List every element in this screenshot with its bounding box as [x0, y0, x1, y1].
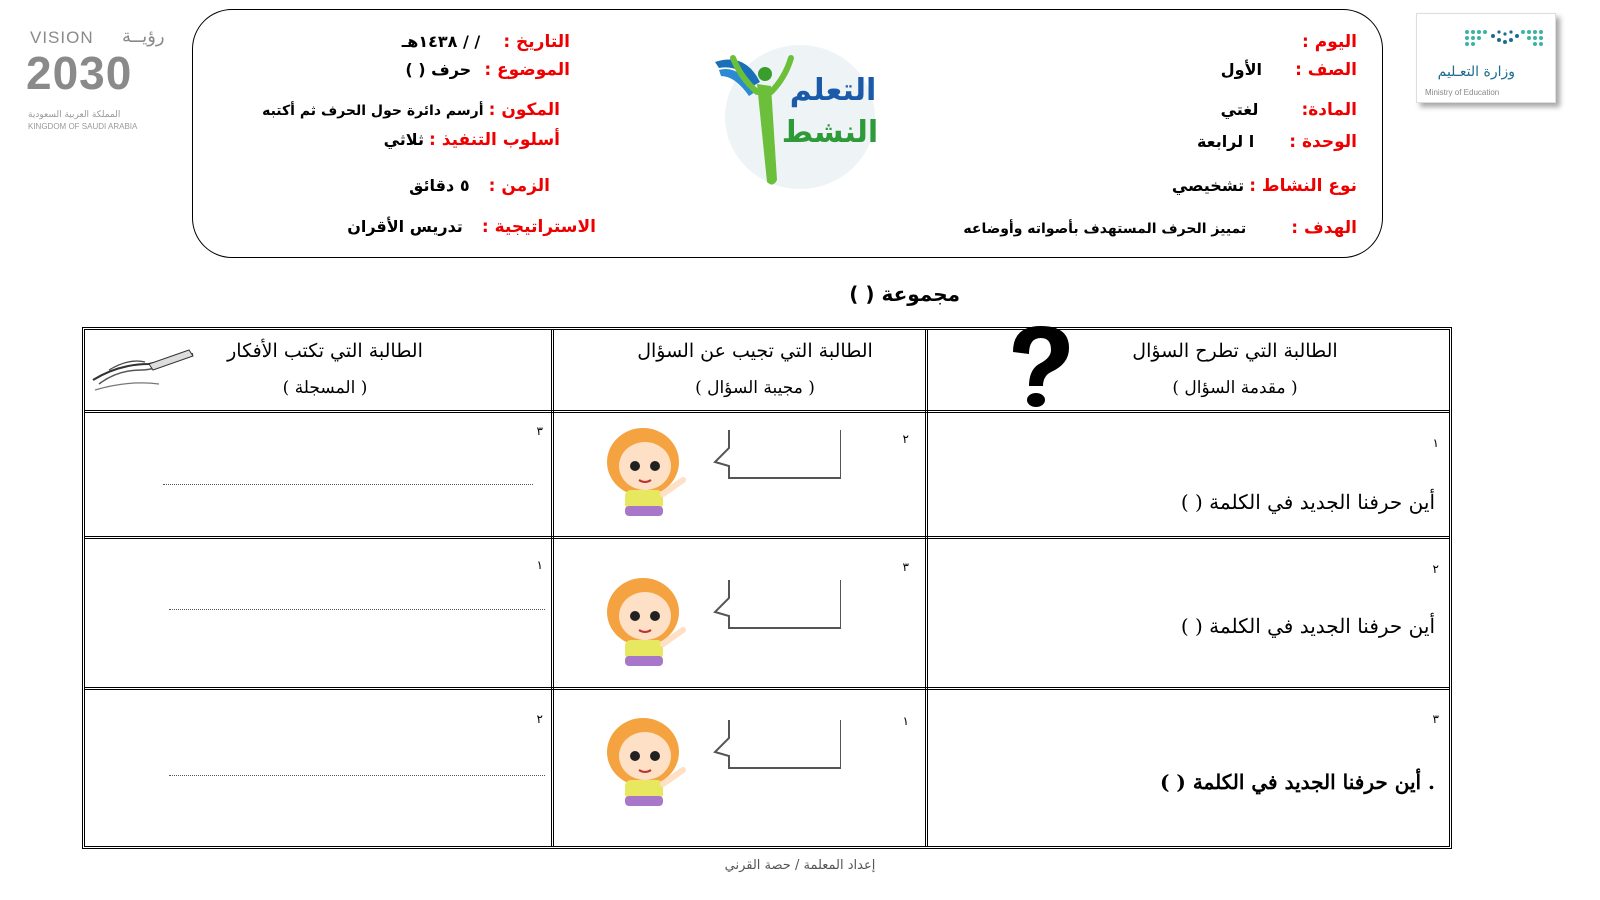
activity-row [1172, 176, 1357, 196]
active-learning-logo [705, 42, 880, 192]
unit-row [1197, 132, 1357, 152]
row-3-answer-number: ١ [902, 714, 909, 728]
component-row [262, 100, 560, 120]
date-value: / / ١٤٣٨هـ [401, 32, 481, 51]
activity-label: نوع النشاط : [1249, 176, 1357, 196]
goal-row [963, 218, 1357, 238]
row-1-question-number: ١ [1432, 436, 1439, 450]
ministry-dots-icon [1463, 28, 1549, 50]
row-2-answer-number: ٣ [902, 560, 909, 574]
ministry-english: Ministry of Education [1425, 88, 1500, 97]
grade-row [1221, 60, 1357, 80]
row-2-question-number: ٢ [1432, 562, 1439, 576]
header-answerer-title: الطالبة التي تجيب عن السؤال [637, 340, 873, 362]
unit-value: ا لرابعة [1196, 132, 1255, 151]
component-label: المكون : [488, 100, 560, 120]
component-value: أرسم دائرة حول الحرف ثم أكتبه [262, 103, 484, 119]
header-questioner-title: الطالبة التي تطرح السؤال [1132, 340, 1338, 362]
goal-value: تمييز الحرف المستهدف بأصواته وأوضاعه [963, 221, 1247, 237]
vision-2030-logo [26, 26, 166, 131]
row-3-girl-speech-icon [591, 710, 841, 810]
row-1-answer-number: ٢ [902, 432, 909, 446]
strategy-value: تدريس الأقران [347, 217, 463, 236]
strategy-row [347, 217, 596, 237]
row-3-record-number: ٢ [536, 712, 543, 726]
day-label: اليوم : [1302, 32, 1357, 52]
subject-value: لغتي [1220, 100, 1259, 119]
row-divider [85, 687, 1449, 690]
subject-label: المادة: [1301, 100, 1357, 120]
row-1-record-line [163, 484, 533, 485]
vision-word: VISION [30, 28, 94, 47]
row-3-record-line [169, 775, 545, 776]
header-questioner-role: ( مقدمة السؤال ) [1172, 378, 1298, 398]
row-1-question: أين حرفنا الجديد في الكلمة ( ) [1180, 490, 1435, 514]
row-2-question: أين حرفنا الجديد في الكلمة ( ) [1180, 614, 1435, 638]
topic-value: حرف ( ) [405, 60, 472, 79]
writing-hand-icon [89, 340, 199, 396]
vision-year: 2030 [26, 47, 133, 99]
row-3-question-number: ٣ [1432, 712, 1439, 726]
grade-value: الأول [1220, 60, 1262, 79]
peer-teaching-table [82, 327, 1452, 849]
header-recorder-role: ( المسجلة ) [282, 378, 368, 398]
grade-label: الصف : [1295, 60, 1357, 80]
strategy-label: الاستراتيجية : [481, 217, 596, 237]
question-mark-icon [1005, 324, 1075, 410]
method-value: ثلاثي [383, 130, 424, 149]
date-row [402, 32, 570, 52]
column-divider [925, 330, 928, 846]
row-divider [85, 536, 1449, 539]
method-row [384, 130, 560, 150]
group-title: مجموعة ( ) [849, 282, 960, 306]
center-logo-text: التعلم [789, 73, 877, 108]
row-2-girl-speech-icon [591, 570, 841, 670]
row-divider [85, 410, 1449, 413]
row-3-question: . أين حرفنا الجديد في الكلمة ( ) [1159, 770, 1435, 794]
vision-sub-en: KINGDOM OF SAUDI ARABIA [28, 122, 138, 131]
time-label: الزمن : [488, 176, 550, 196]
svg-text:النشط: النشط [781, 115, 879, 150]
vision-arabic: رؤيــة [122, 26, 165, 47]
unit-label: الوحدة : [1289, 132, 1357, 152]
topic-row [405, 60, 570, 80]
topic-label: الموضوع : [484, 60, 570, 80]
footer-credit: إعداد المعلمة / حصة القرني [724, 858, 876, 873]
subject-row [1221, 100, 1357, 120]
header-recorder-title: الطالبة التي تكتب الأفكار [227, 340, 423, 362]
column-divider [551, 330, 554, 846]
date-label: التاريخ : [503, 32, 570, 52]
method-label: أسلوب التنفيذ : [429, 130, 560, 150]
goal-label: الهدف : [1291, 218, 1357, 238]
row-1-record-number: ٣ [536, 424, 543, 438]
time-row [409, 176, 550, 196]
row-2-record-number: ١ [536, 558, 543, 572]
vision-sub-ar: المملكة العربية السعودية [28, 110, 121, 120]
time-value: ٥ دقائق [409, 176, 470, 195]
activity-value: تشخيصي [1171, 176, 1245, 195]
ministry-arabic: وزارة التعـليم [1437, 64, 1515, 80]
row-2-record-line [169, 609, 545, 610]
row-1-girl-speech-icon [591, 420, 841, 520]
ministry-logo [1416, 13, 1556, 103]
day-row [1302, 32, 1357, 52]
header-answerer-role: ( مجيبة السؤال ) [695, 378, 815, 398]
